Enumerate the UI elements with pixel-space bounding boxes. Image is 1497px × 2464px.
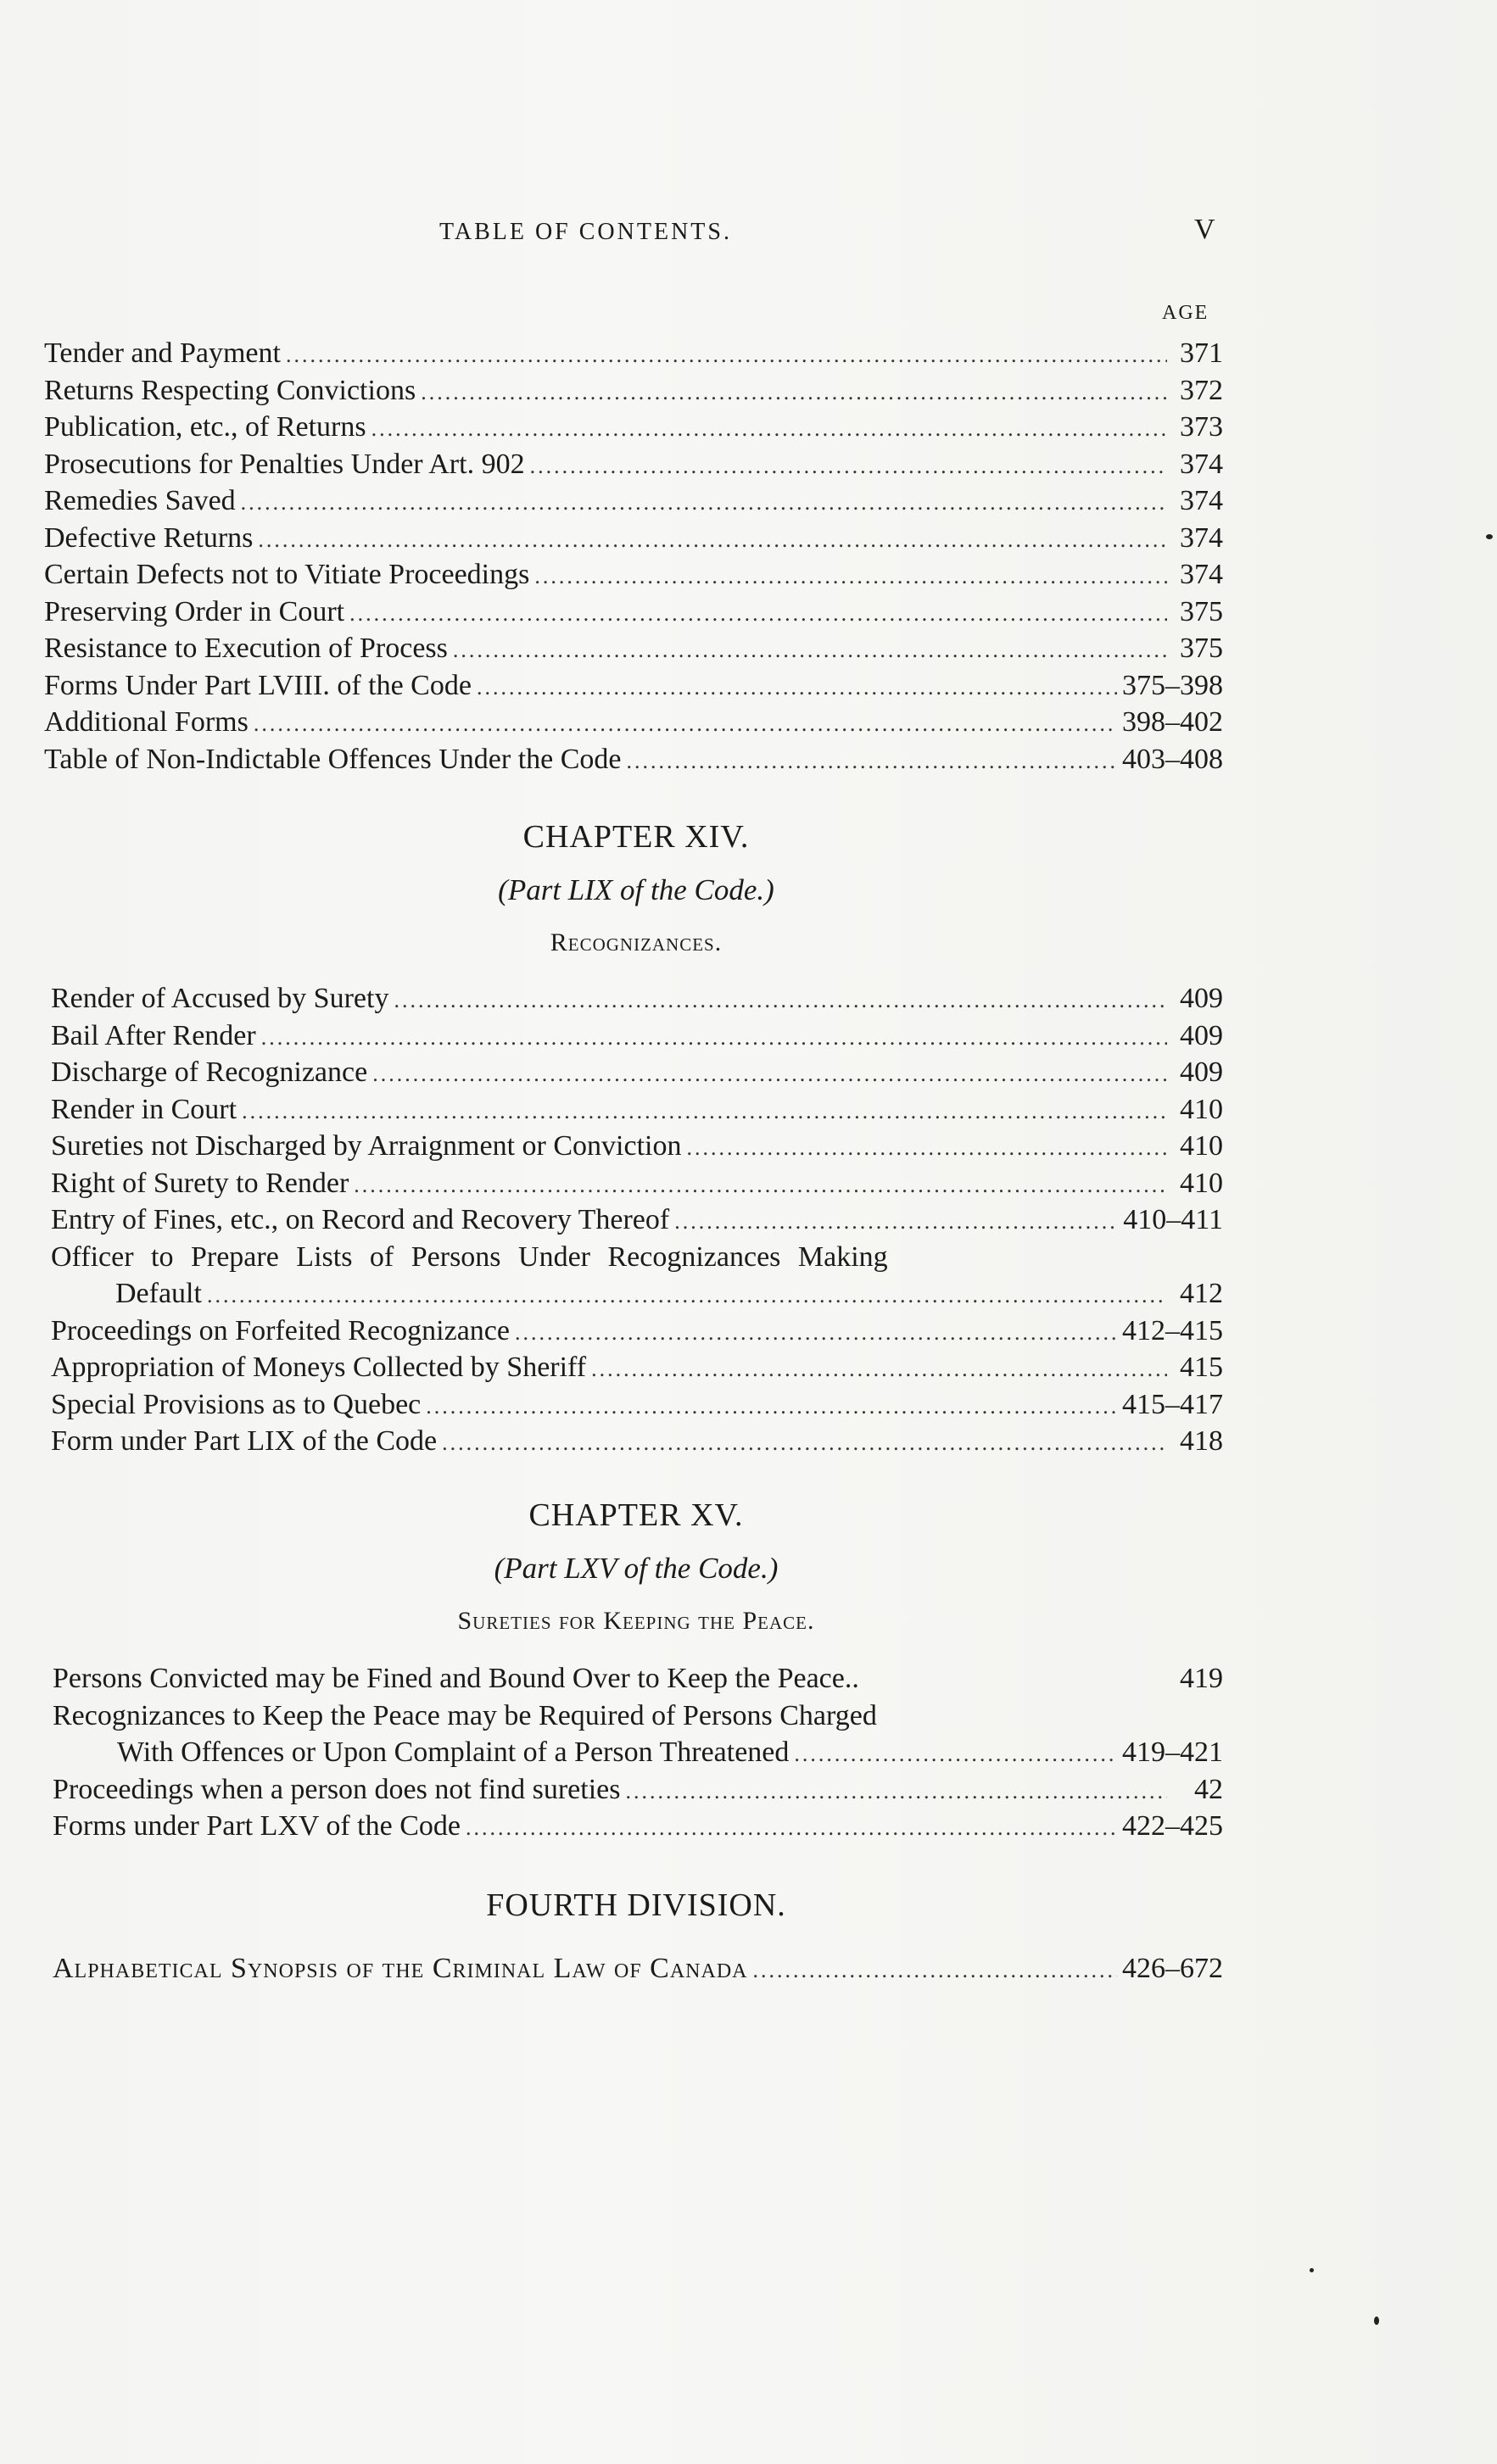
toc-entry: Alphabetical Synopsis of the Criminal Law of Canada ..... 426–672: [53, 1950, 1223, 1987]
toc-entry: Proceedings on Forfeited Recognizance ..... 412–415: [51, 1313, 1223, 1350]
toc-entry: Forms Under Part LVIII. of the Code ..... 375–398: [44, 667, 1223, 705]
toc-entry: Defective Returns ..... 374: [44, 520, 1223, 557]
toc-entry: Persons Convicted may be Fined and Bound Over to Keep the Peace.. 419: [53, 1663, 1223, 1694]
toc-entry: Entry of Fines, etc., on Record and Recovery Thereof ..... 410–411: [51, 1201, 1223, 1239]
toc-entry: Remedies Saved ..... 374: [44, 482, 1223, 520]
chapter-15-section: Sureties for Keeping the Peace.: [457, 1607, 815, 1635]
toc-entry: Certain Defects not to Vitiate Proceedings ..... 374: [44, 556, 1223, 594]
toc-entry: Appropriation of Moneys Collected by Sheriff ..... 415: [51, 1349, 1223, 1386]
chapter-15-heading: CHAPTER XV.: [528, 1497, 744, 1533]
toc-top-list: [44, 335, 1223, 778]
division-heading: FOURTH DIVISION.: [486, 1887, 786, 1923]
toc-entry: Form under Part LIX of the Code ..... 418: [51, 1423, 1223, 1460]
chapter-15-part: (Part LXV of the Code.): [494, 1552, 779, 1585]
chapter-15-list: [53, 1660, 1223, 1845]
toc-entry: Special Provisions as to Quebec ..... 415–417: [51, 1386, 1223, 1424]
division-synopsis: [53, 1950, 1223, 1987]
toc-entry: Publication, etc., of Returns ..... 373: [44, 409, 1223, 446]
chapter-14-list: [51, 980, 1223, 1460]
toc-entry: Render of Accused by Surety ..... 409: [51, 980, 1223, 1017]
page-column-label: AGE: [1162, 302, 1209, 324]
toc-entry: Additional Forms ..... 398–402: [44, 704, 1223, 741]
chapter-14-heading: CHAPTER XIV.: [522, 819, 750, 855]
toc-entry: Forms under Part LXV of the Code ..... 422–425: [53, 1808, 1223, 1845]
toc-entry: Preserving Order in Court ..... 375: [44, 594, 1223, 631]
toc-entry-wrapped: Recognizances to Keep the Peace may be Required of Persons Charged: [53, 1699, 877, 1731]
toc-entry: Table of Non-Indictable Offences Under the Code ..... 403–408: [44, 741, 1223, 778]
toc-entry: Sureties not Discharged by Arraignment or Conviction ..... 410: [51, 1128, 1223, 1165]
toc-entry: Render in Court ..... 410: [51, 1091, 1223, 1129]
scan-speck: [1374, 2316, 1379, 2325]
toc-entry-wrapped: Officer to Prepare Lists of Persons Under Recognizances Making: [51, 1240, 888, 1273]
toc-entry: Prosecutions for Penalties Under Art. 902 ..... 374: [44, 446, 1223, 483]
page-number: V: [1194, 214, 1215, 245]
toc-entry: Proceedings when a person does not find sureties ..... 42: [53, 1771, 1223, 1809]
toc-entry-continuation: With Offences or Upon Complaint of a Person Threatened ..... 419–421: [53, 1734, 1223, 1771]
toc-entry: Tender and Payment ..... 371: [44, 335, 1223, 372]
scan-speck: [1486, 534, 1493, 539]
toc-entry: Resistance to Execution of Process ..... 375: [44, 630, 1223, 667]
toc-entry: Returns Respecting Convictions ..... 372: [44, 372, 1223, 410]
scan-speck: [1310, 2268, 1314, 2272]
running-head: TABLE OF CONTENTS.: [439, 219, 732, 245]
toc-entry: Right of Surety to Render ..... 410: [51, 1165, 1223, 1202]
toc-entry: Bail After Render ..... 409: [51, 1017, 1223, 1055]
toc-entry-continuation: Default ..... 412: [51, 1275, 1223, 1313]
chapter-14-part: (Part LIX of the Code.): [498, 873, 774, 906]
toc-entry: Discharge of Recognizance ..... 409: [51, 1054, 1223, 1091]
chapter-14-section: Recognizances.: [550, 928, 723, 956]
